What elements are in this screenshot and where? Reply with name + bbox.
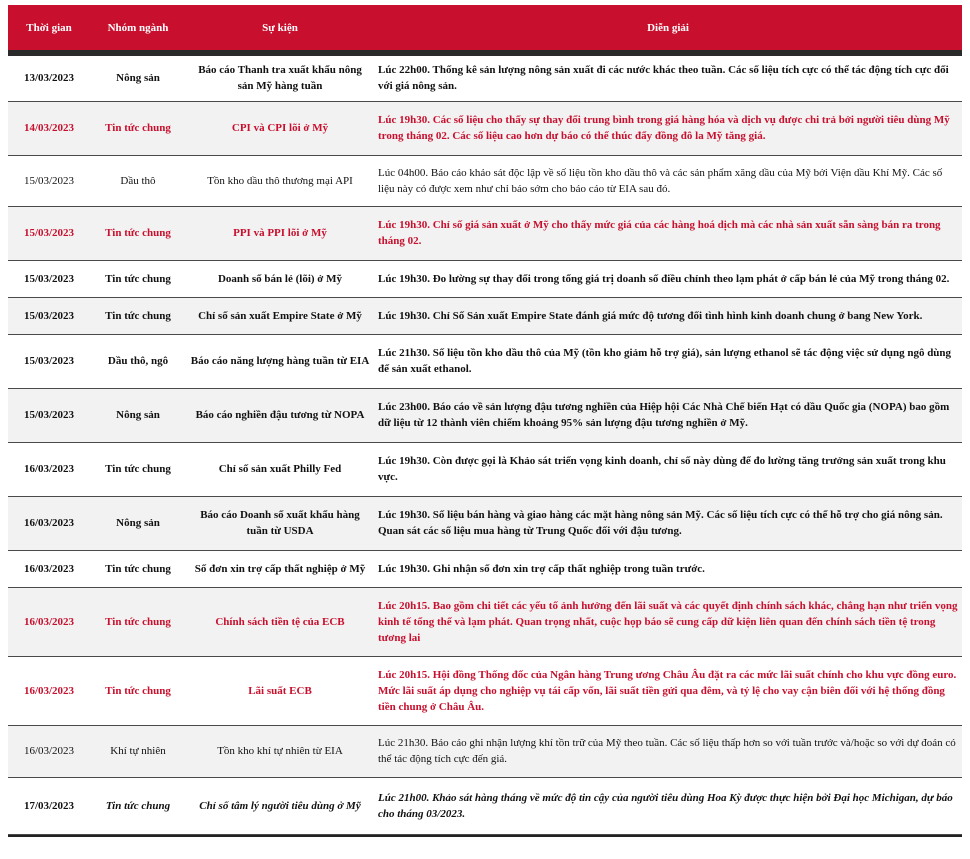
row-description: Lúc 21h30. Báo cáo ghi nhận lượng khí tồn trữ của Mỹ theo tuần. Các số liệu thấp hơn so với tuần trước và/hoặc so với dự đoán có thể tác động tích cực đến giá. (374, 725, 962, 777)
table-header-row (8, 5, 962, 53)
table-row (8, 777, 962, 834)
row-description: Lúc 20h15. Hội đồng Thống đốc của Ngân hàng Trung ương Châu Âu đặt ra các mức lãi suất chính cho khu vực đồng euro. Mức lãi suất áp dụng cho nghiệp vụ tái cấp vốn, lãi suất tiền gửi qua đêm, và tỷ lệ cho vay cận biên đối với hệ thống đồng tiền chung ở Châu Âu. (374, 656, 962, 725)
header-event: Sự kiện (186, 5, 374, 53)
row-event: Chính sách tiền tệ của ECB (186, 587, 374, 656)
row-sector: Tin tức chung (90, 260, 186, 297)
row-event: Lãi suất ECB (186, 656, 374, 725)
row-date: 16/03/2023 (8, 656, 90, 725)
row-sector: Tin tức chung (90, 587, 186, 656)
row-date: 16/03/2023 (8, 496, 90, 550)
economic-calendar-table (8, 5, 962, 835)
row-event: CPI và CPI lõi ở Mỹ (186, 101, 374, 155)
row-date: 15/03/2023 (8, 297, 90, 334)
table-row (8, 101, 962, 155)
row-description: Lúc 19h30. Chỉ Số Sản xuất Empire State đánh giá mức độ tương đối tình hình kinh doanh chung ở bang New York. (374, 297, 962, 334)
header-description: Diễn giải (374, 5, 962, 53)
row-description: Lúc 21h00. Khảo sát hàng tháng về mức độ tin cậy của người tiêu dùng Hoa Kỳ được thực hiện bởi Đại học Michigan, dự báo cho tháng 03/2023. (374, 777, 962, 834)
row-description: Lúc 23h00. Báo cáo về sản lượng đậu tương nghiền của Hiệp hội Các Nhà Chế biến Hạt có dầu Quốc gia (NOPA) bao gồm dữ liệu từ 12 thành viên chiếm khoảng 95% sản lượng đậu tương nghiền ở Mỹ. (374, 388, 962, 442)
row-date: 15/03/2023 (8, 260, 90, 297)
row-event: Báo cáo Doanh số xuất khẩu hàng tuần từ USDA (186, 496, 374, 550)
row-sector: Khí tự nhiên (90, 725, 186, 777)
row-event: Doanh số bán lẻ (lõi) ở Mỹ (186, 260, 374, 297)
row-description: Lúc 19h30. Đo lường sự thay đổi trong tổng giá trị doanh số điều chỉnh theo lạm phát ở cấp bán lẻ của Mỹ trong tháng 02. (374, 260, 962, 297)
row-event: Báo cáo nghiền đậu tương từ NOPA (186, 388, 374, 442)
row-description: Lúc 19h30. Ghi nhận số đơn xin trợ cấp thất nghiệp trong tuần trước. (374, 550, 962, 587)
row-date: 15/03/2023 (8, 334, 90, 388)
row-sector: Nông sản (90, 53, 186, 101)
table-row (8, 53, 962, 101)
row-description: Lúc 21h30. Số liệu tồn kho dầu thô của Mỹ (tồn kho giảm hỗ trợ giá), sản lượng ethanol sẽ tác động việc sử dụng ngô dùng để sản xuất ethanol. (374, 334, 962, 388)
row-event: Chỉ số tâm lý người tiêu dùng ở Mỹ (186, 777, 374, 834)
row-event: Báo cáo năng lượng hàng tuần từ EIA (186, 334, 374, 388)
row-date: 15/03/2023 (8, 206, 90, 260)
row-date: 16/03/2023 (8, 587, 90, 656)
row-date: 16/03/2023 (8, 442, 90, 496)
header-sector: Nhóm ngành (90, 5, 186, 53)
row-date: 15/03/2023 (8, 388, 90, 442)
row-date: 13/03/2023 (8, 53, 90, 101)
row-sector: Tin tức chung (90, 206, 186, 260)
row-description: Lúc 19h30. Các số liệu cho thấy sự thay đổi trung bình trong giá hàng hóa và dịch vụ được chi trả bởi người tiêu dùng Mỹ trong tháng 02. Các số liệu cao hơn dự báo có thể thúc đẩy đồng đô la Mỹ tăng giá. (374, 101, 962, 155)
table-row (8, 334, 962, 388)
row-sector: Dầu thô, ngô (90, 334, 186, 388)
row-description: Lúc 20h15. Bao gồm chi tiết các yếu tố ảnh hưởng đến lãi suất và các quyết định chính sách khác, chẳng hạn như triển vọng kinh tế tổng thể và lạm phát. Quan trọng nhất, cuộc họp báo sẽ cung cấp dữ kiện liên quan đến chính sách tiền tệ trong tương lai (374, 587, 962, 656)
row-date: 15/03/2023 (8, 155, 90, 206)
row-event: Chỉ số sản xuất Empire State ở Mỹ (186, 297, 374, 334)
table-row (8, 587, 962, 656)
table-row (8, 496, 962, 550)
events-table-container (8, 5, 962, 837)
row-event: Số đơn xin trợ cấp thất nghiệp ở Mỹ (186, 550, 374, 587)
row-event: Báo cáo Thanh tra xuất khẩu nông sản Mỹ hàng tuần (186, 53, 374, 101)
row-sector: Tin tức chung (90, 656, 186, 725)
row-sector: Nông sản (90, 388, 186, 442)
table-row (8, 297, 962, 334)
row-sector: Tin tức chung (90, 101, 186, 155)
table-row (8, 725, 962, 777)
table-row (8, 155, 962, 206)
row-event: Tồn kho khí tự nhiên từ EIA (186, 725, 374, 777)
row-sector: Tin tức chung (90, 777, 186, 834)
row-event: PPI và PPI lõi ở Mỹ (186, 206, 374, 260)
row-event: Tồn kho dầu thô thương mại API (186, 155, 374, 206)
header-time: Thời gian (8, 5, 90, 53)
row-description: Lúc 19h30. Số liệu bán hàng và giao hàng các mặt hàng nông sản Mỹ. Các số liệu tích cực có thể hỗ trợ cho giá nông sản. Quan sát các số liệu mua hàng từ Trung Quốc đối với đậu tương. (374, 496, 962, 550)
row-sector: Tin tức chung (90, 442, 186, 496)
row-date: 16/03/2023 (8, 550, 90, 587)
row-sector: Tin tức chung (90, 297, 186, 334)
row-date: 14/03/2023 (8, 101, 90, 155)
table-row (8, 442, 962, 496)
row-sector: Tin tức chung (90, 550, 186, 587)
row-sector: Dầu thô (90, 155, 186, 206)
table-row (8, 388, 962, 442)
table-row (8, 656, 962, 725)
row-event: Chỉ số sản xuất Philly Fed (186, 442, 374, 496)
row-sector: Nông sản (90, 496, 186, 550)
row-description: Lúc 22h00. Thống kê sản lượng nông sản xuất đi các nước khác theo tuần. Các số liệu tích cực có thể tác động tích cực đối với giá nông sản. (374, 53, 962, 101)
row-description: Lúc 04h00. Báo cáo khảo sát độc lập về số liệu tồn kho dầu thô và các sản phẩm xăng dầu của Mỹ bởi Viện dầu Khí Mỹ. Các số liệu này có được xem như chỉ báo sớm cho báo cáo từ EIA sau đó. (374, 155, 962, 206)
row-description: Lúc 19h30. Chỉ số giá sản xuất ở Mỹ cho thấy mức giá của các hàng hoá dịch mà các nhà sản xuất sẵn sàng bán ra trong tháng 02. (374, 206, 962, 260)
row-date: 16/03/2023 (8, 725, 90, 777)
row-date: 17/03/2023 (8, 777, 90, 834)
row-description: Lúc 19h30. Còn được gọi là Khảo sát triển vọng kinh doanh, chỉ số này dùng để đo lường tăng trưởng sản xuất trong khu vực. (374, 442, 962, 496)
table-row (8, 550, 962, 587)
table-row (8, 260, 962, 297)
table-row (8, 206, 962, 260)
